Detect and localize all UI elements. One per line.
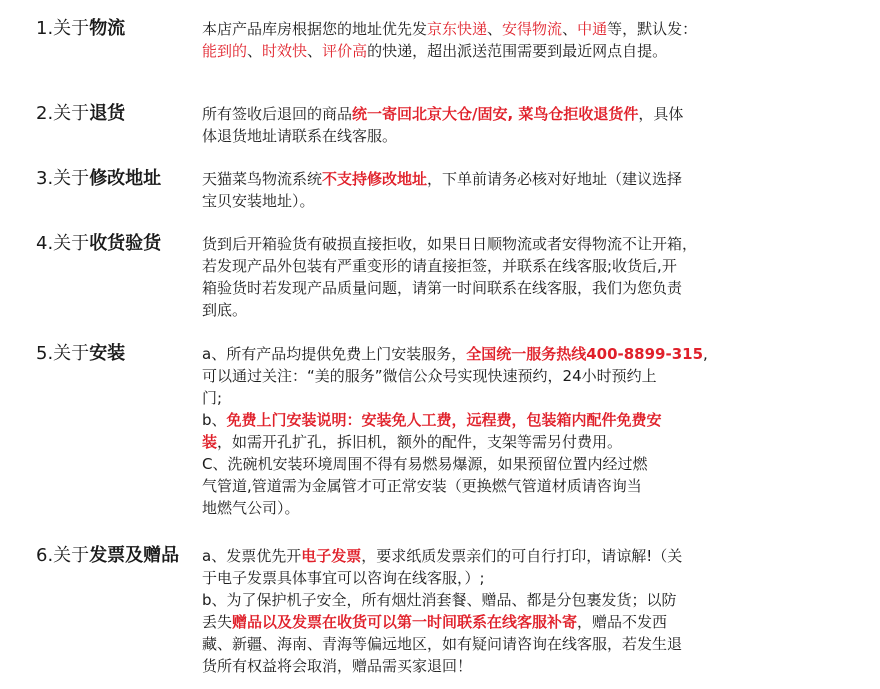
- body-text: a、所有产品均提供免费上门安装服务，: [202, 345, 467, 363]
- text-line: [202, 40, 762, 62]
- text-line: [202, 497, 762, 519]
- body-text: 等，默认发：: [607, 20, 698, 38]
- highlight-text: 全国统一服务热线400-8899-315: [466, 345, 704, 363]
- label-prefix: 3.关于: [36, 168, 90, 189]
- body-text: 、: [487, 20, 503, 38]
- label-prefix: 6.关于: [36, 545, 90, 566]
- text-line: [202, 255, 762, 277]
- body-text: ，如需开孔扩孔，拆旧机，额外的配件，支架等需另付费用。: [217, 433, 623, 451]
- highlight-text: 评价高: [322, 42, 368, 60]
- highlight-text: 安得物流: [502, 20, 563, 38]
- body-text: 、: [562, 20, 578, 38]
- text-line: [202, 655, 762, 677]
- text-line: [202, 299, 762, 321]
- body-text: 、: [247, 42, 263, 60]
- body-text: 货所有权益将会取消，赠品需买家退回！: [202, 657, 473, 675]
- label-title: 收货验货: [89, 233, 162, 254]
- highlight-text: 统一寄回北京大仓/固安, 菜鸟仓拒收退货件: [352, 105, 639, 123]
- section-body: [202, 168, 762, 212]
- highlight-text: 免费上门安装说明：安装免人工费，远程费，包装箱内配件免费安: [226, 411, 662, 429]
- text-line: [202, 589, 762, 611]
- text-line: [202, 387, 762, 409]
- body-text: b、为了保护机子安全，所有烟灶消套餐、赠品、都是分包裹发货；以防: [202, 591, 677, 609]
- body-text: 所有签收后退回的商品: [202, 105, 353, 123]
- body-text: ，下单前请务必核对好地址（建议选择: [427, 170, 683, 188]
- body-text: b、: [202, 411, 227, 429]
- body-text: 体退货地址请联系在线客服。: [202, 127, 398, 145]
- text-line: [202, 277, 762, 299]
- section-label: [36, 233, 161, 255]
- section-label: [36, 343, 125, 365]
- label-title: 物流: [89, 18, 126, 39]
- section-body: [202, 545, 762, 677]
- label-prefix: 4.关于: [36, 233, 90, 254]
- text-line: [202, 633, 762, 655]
- body-text: 门;: [202, 389, 223, 407]
- body-text: ,: [703, 345, 708, 363]
- body-text: 、: [307, 42, 323, 60]
- text-line: [202, 168, 762, 190]
- text-line: [202, 190, 762, 212]
- body-text: 天猫菜鸟物流系统: [202, 170, 323, 188]
- body-text: 地燃气公司）。: [202, 499, 300, 517]
- label-prefix: 1.关于: [36, 18, 90, 39]
- body-text: C、洗碗机安装环境周围不得有易燃易爆源，如果预留位置内经过燃: [202, 455, 648, 473]
- highlight-text: 京东快递: [427, 20, 488, 38]
- text-line: [202, 453, 762, 475]
- body-text: 箱验货时若发现产品质量问题，请第一时间联系在线客服，我们为您负责: [202, 279, 683, 297]
- highlight-text: 电子发票: [301, 547, 362, 565]
- body-text: 的快递，超出派送范围需要到最近网点自提。: [367, 42, 668, 60]
- body-text: 于电子发票具体事宜可以咨询在线客服，）;: [202, 569, 485, 587]
- text-line: [202, 475, 762, 497]
- text-line: [202, 18, 762, 40]
- text-line: [202, 365, 762, 387]
- label-title: 安装: [89, 343, 126, 364]
- highlight-text: 赠品以及发票在收货可以第一时间联系在线客服补寄: [232, 613, 578, 631]
- body-text: 气管道,管道需为金属管才可正常安装（更换燃气管道材质请咨询当: [202, 477, 642, 495]
- body-text: 宝贝安装地址）。: [202, 192, 315, 210]
- body-text: 若发现产品外包装有严重变形的请直接拒签，并联系在线客服;收货后,开: [202, 257, 677, 275]
- body-text: 丢失: [202, 613, 233, 631]
- section-label: [36, 103, 125, 125]
- highlight-text: 不支持修改地址: [322, 170, 428, 188]
- body-text: 到底。: [202, 301, 248, 319]
- text-line: [202, 611, 762, 633]
- text-line: [202, 431, 762, 453]
- label-title: 修改地址: [89, 168, 162, 189]
- section-label: [36, 545, 179, 567]
- text-line: [202, 343, 762, 365]
- section-label: [36, 168, 161, 190]
- body-text: 货到后开箱验货有破损直接拒收，如果日日顺物流或者安得物流不让开箱，: [202, 235, 698, 253]
- text-line: [202, 409, 762, 431]
- section-body: [202, 343, 762, 519]
- text-line: [202, 125, 762, 147]
- highlight-text: 中通: [577, 20, 608, 38]
- highlight-text: 时效快: [262, 42, 308, 60]
- body-text: ，具体: [638, 105, 684, 123]
- section-body: [202, 103, 762, 147]
- text-line: [202, 233, 762, 255]
- section-body: [202, 18, 762, 62]
- text-line: [202, 567, 762, 589]
- label-title: 退货: [89, 103, 126, 124]
- label-prefix: 5.关于: [36, 343, 90, 364]
- body-text: ，要求纸质发票亲们的可自行打印，请谅解!（关: [361, 547, 683, 565]
- highlight-text: 能到的: [202, 42, 248, 60]
- body-text: 可以通过关注：“美的服务”微信公众号实现快速预约，24小时预约上: [202, 367, 657, 385]
- body-text: ，赠品不发西: [577, 613, 668, 631]
- body-text: 本店产品库房根据您的地址优先发: [202, 20, 428, 38]
- label-prefix: 2.关于: [36, 103, 90, 124]
- body-text: 藏、新疆、海南、青海等偏远地区，如有疑问请咨询在线客服，若发生退: [202, 635, 683, 653]
- text-line: [202, 103, 762, 125]
- section-label: [36, 18, 125, 40]
- highlight-text: 装: [202, 433, 218, 451]
- text-line: [202, 545, 762, 567]
- section-body: [202, 233, 762, 321]
- body-text: a、发票优先开: [202, 547, 302, 565]
- label-title: 发票及赠品: [89, 545, 180, 566]
